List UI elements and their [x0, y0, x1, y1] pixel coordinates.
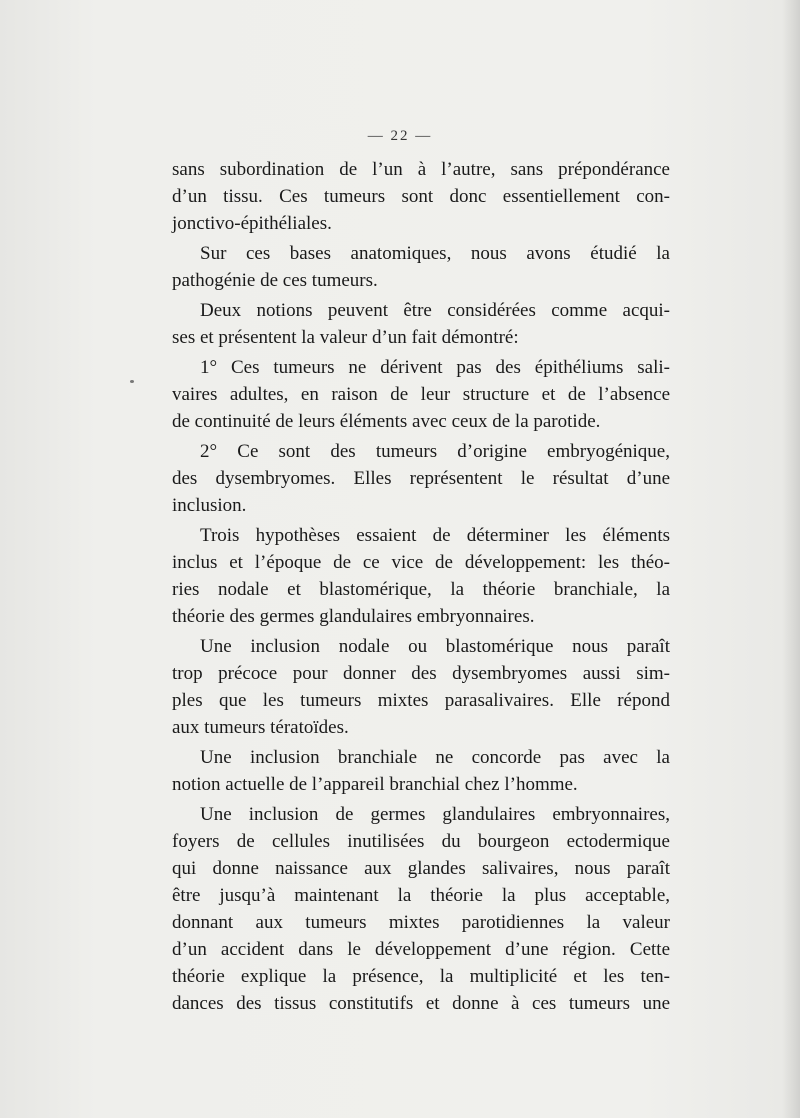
text-line: des dysembryomes. Elles représentent le résultat d’une	[172, 468, 670, 489]
paragraph	[172, 801, 670, 1017]
text-line: théorie explique la présence, la multiplicité et les ten-	[172, 966, 670, 987]
text-line: qui donne naissance aux glandes salivaires, nous paraît	[172, 858, 670, 879]
text-line: 2° Ce sont des tumeurs d’origine embryogénique,	[200, 441, 670, 462]
text-line: Une inclusion de germes glandulaires embryonnaires,	[200, 804, 670, 825]
paragraph	[172, 522, 670, 630]
text-line: pathogénie de ces tumeurs.	[172, 270, 378, 291]
paragraph	[172, 744, 670, 798]
text-line: foyers de cellules inutilisées du bourgeon ectodermique	[172, 831, 670, 852]
text-line: dances des tissus constitutifs et donne à ces tumeurs une	[172, 993, 670, 1014]
paragraph	[172, 240, 670, 294]
text-line: Deux notions peuvent être considérées comme acqui-	[200, 300, 670, 321]
text-line: donnant aux tumeurs mixtes parotidiennes la valeur	[172, 912, 670, 933]
text-line: de continuité de leurs éléments avec ceux de la parotide.	[172, 411, 601, 432]
paragraph	[172, 438, 670, 519]
text-line: d’un accident dans le développement d’une région. Cette	[172, 939, 670, 960]
text-line: d’un tissu. Ces tumeurs sont donc essentiellement con-	[172, 186, 670, 207]
page-edge-shadow	[782, 0, 800, 1118]
text-line: aux tumeurs tératoïdes.	[172, 717, 349, 738]
paragraph	[172, 354, 670, 435]
text-line: Une inclusion nodale ou blastomérique nous paraît	[200, 636, 670, 657]
print-speck	[130, 380, 134, 383]
text-line: théorie des germes glandulaires embryonnaires.	[172, 606, 535, 627]
text-line: ses et présentent la valeur d’un fait démontré:	[172, 327, 519, 348]
text-line: trop précoce pour donner des dysembryomes aussi sim-	[172, 663, 670, 684]
paragraph	[172, 297, 670, 351]
text-line: Trois hypothèses essaient de déterminer les éléments	[200, 525, 670, 546]
text-line: ries nodale et blastomérique, la théorie branchiale, la	[172, 579, 670, 600]
text-line: ples que les tumeurs mixtes parasalivaires. Elle répond	[172, 690, 670, 711]
paragraph	[172, 633, 670, 741]
text-line: sans subordination de l’un à l’autre, sans prépondérance	[172, 159, 670, 180]
text-line: 1° Ces tumeurs ne dérivent pas des épithéliums sali-	[200, 357, 670, 378]
paragraph	[172, 156, 670, 237]
text-line: Une inclusion branchiale ne concorde pas avec la	[200, 747, 670, 768]
text-line: vaires adultes, en raison de leur structure et de l’absence	[172, 384, 670, 405]
text-line: jonctivo-épithéliales.	[172, 213, 332, 234]
text-line: notion actuelle de l’appareil branchial chez l’homme.	[172, 774, 578, 795]
text-line: inclus et l’époque de ce vice de développement: les théo-	[172, 552, 670, 573]
text-line: Sur ces bases anatomiques, nous avons étudié la	[200, 243, 670, 264]
text-line: être jusqu’à maintenant la théorie la plus acceptable,	[172, 885, 670, 906]
page-number: — 22 —	[367, 128, 433, 144]
text-line: inclusion.	[172, 495, 247, 516]
body-text	[172, 156, 670, 1020]
